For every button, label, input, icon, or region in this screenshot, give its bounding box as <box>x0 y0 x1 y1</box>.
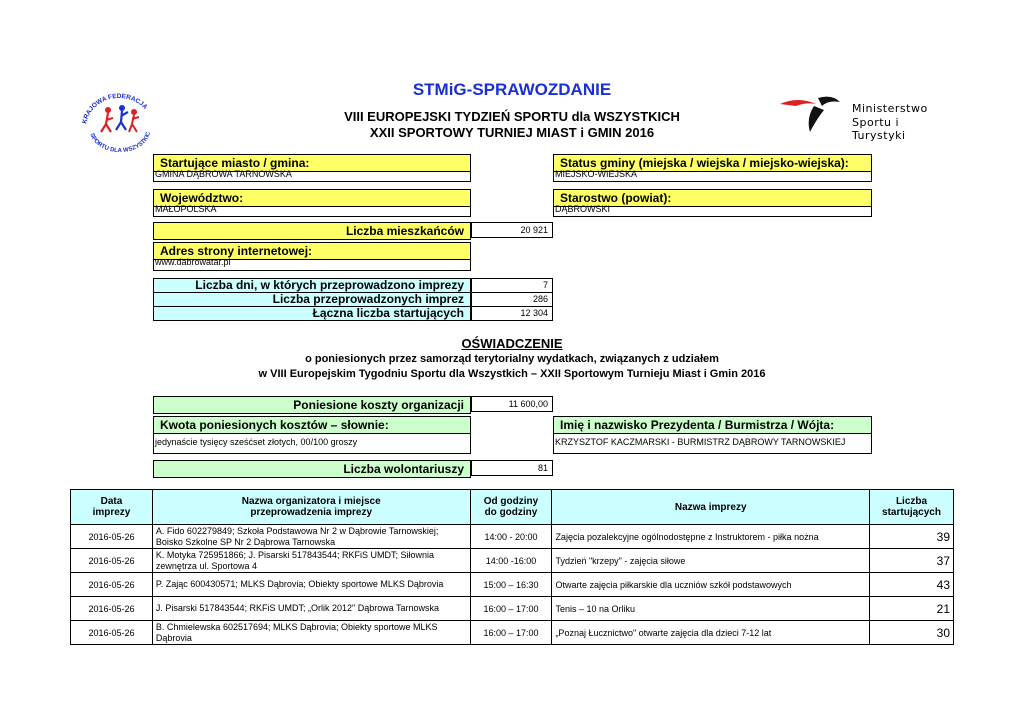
volunteers-value: 81 <box>471 460 553 476</box>
status-label: Status gminy (miejska / wiejska / miejsko-wiejska): <box>553 154 872 172</box>
row-organizer: J. Pisarski 517843544; RKFiS UMDT; „Orlik 2012" Dąbrowa Tarnowska <box>152 597 470 621</box>
row-date: 2016-05-26 <box>71 549 153 573</box>
row-time: 16:00 – 17:00 <box>470 621 552 645</box>
status-value: MIEJSKO-WIEJSKA <box>553 168 872 182</box>
header-organizer: Nazwa organizatora i miejsce przeprowadzenia imprezy <box>152 490 470 525</box>
website-value: www.dabrowatar.pl <box>153 256 471 271</box>
page-title: STMiG-SPRAWOZDANIE <box>412 80 612 99</box>
table-row <box>71 621 954 645</box>
costs-value: 11 600,00 <box>471 396 553 412</box>
events-label: Liczba przeprowadzonych imprez <box>153 292 471 307</box>
days-value: 7 <box>471 278 553 293</box>
row-date: 2016-05-26 <box>71 525 153 549</box>
svg-text:KRAJOWA FEDERACJA: KRAJOWA FEDERACJA <box>81 92 149 125</box>
row-participants: 37 <box>870 549 954 573</box>
volunteers-label: Liczba wolontariuszy <box>153 460 471 478</box>
ministry-logo-line2: Sportu i Turystyki <box>852 116 906 142</box>
mayor-value: KRZYSZTOF KACZMARSKI - BURMISTRZ DĄBROWY TARNOWSKIEJ <box>553 430 872 454</box>
row-participants: 43 <box>870 573 954 597</box>
starters-value: 12 304 <box>471 306 553 321</box>
row-organizer: A. Fido 602279849; Szkoła Podstawowa Nr 2 w Dąbrowie Tarnowskiej; Boisko Szkolne SP Nr 2 Dąbrowa Tarnowska <box>152 525 470 549</box>
row-organizer: P. Zając 600430571; MLKS Dąbrovia; Obiekty sportowe MLKS Dąbrovia <box>152 573 470 597</box>
row-time: 16:00 – 17:00 <box>470 597 552 621</box>
header-event-name: Nazwa imprezy <box>552 490 870 525</box>
residents-label: Liczba mieszkańców <box>153 222 471 240</box>
mayor-label: Imię i nazwisko Prezydenta / Burmistrza / Wójta: <box>553 416 872 434</box>
row-participants: 30 <box>870 621 954 645</box>
row-participants: 39 <box>870 525 954 549</box>
website-label: Adres strony internetowej: <box>153 242 471 260</box>
row-event-name: Zajęcia pozalekcyjne ogólnodostępne z Instruktorem - piłka nożna <box>552 525 870 549</box>
row-event-name: Tenis – 10 na Orliku <box>552 597 870 621</box>
svg-text:SPORTU DLA WSZYSTKICH: SPORTU DLA WSZYSTKIC <box>88 131 153 154</box>
row-event-name: Tydzień "krzepy" - zajęcia siłowe <box>552 549 870 573</box>
table-row <box>71 525 954 549</box>
table-row <box>71 573 954 597</box>
starters-label: Łączna liczba startujących <box>153 306 471 321</box>
days-label: Liczba dni, w których przeprowadzono imprezy <box>153 278 471 293</box>
events-table <box>70 489 954 645</box>
words-label: Kwota poniesionych kosztów – słownie: <box>153 416 471 434</box>
row-organizer: K. Motyka 725951866; J. Pisarski 517843544; RKFiS UMDT; Siłownia zewnętrza ul. Sportowa 4 <box>152 549 470 573</box>
subtitle-line1: VIII EUROPEJSKI TYDZIEŃ SPORTU dla WSZYSTKICH <box>344 109 680 124</box>
city-value: GMINA DĄBROWA TARNOWSKA <box>153 168 471 182</box>
row-event-name: Otwarte zajęcia piłkarskie dla uczniów szkół podstawowych <box>552 573 870 597</box>
residents-value: 20 921 <box>471 222 553 238</box>
row-date: 2016-05-26 <box>71 597 153 621</box>
header-time: Od godziny do godziny <box>470 490 552 525</box>
row-time: 14:00 - 20:00 <box>470 525 552 549</box>
county-label: Starostwo (powiat): <box>553 189 872 207</box>
subtitle-line2: XXII SPORTOWY TURNIEJ MIAST i GMIN 2016 <box>369 125 655 140</box>
declaration-heading: OŚWIADCZENIE <box>461 336 563 351</box>
declaration-text2: w VIII Europejskim Tygodniu Sportu dla Wszystkich – XXII Sportowym Turnieju Miast i Gmin 2016 <box>258 368 766 380</box>
city-label: Startujące miasto / gmina: <box>153 154 471 172</box>
row-time: 15:00 – 16:30 <box>470 573 552 597</box>
voivodeship-value: MAŁOPOLSKA <box>153 203 471 217</box>
table-header-row <box>71 490 954 525</box>
table-row <box>71 549 954 573</box>
row-participants: 21 <box>870 597 954 621</box>
county-value: DĄBROWSKI <box>553 203 872 217</box>
header-participants: Liczba startujących <box>870 490 954 525</box>
voivodeship-label: Województwo: <box>153 189 471 207</box>
declaration-text1: o poniesionych przez samorząd terytorialny wydatkach, związanych z udziałem <box>305 353 719 365</box>
ministry-logo-line1: Ministerstwo <box>852 102 928 115</box>
words-value: jedynaście tysięcy sześćset złotych, 00/100 groszy <box>153 430 471 454</box>
row-date: 2016-05-26 <box>71 573 153 597</box>
row-event-name: „Poznaj Łucznictwo" otwarte zajęcia dla dzieci 7-12 lat <box>552 621 870 645</box>
table-row <box>71 597 954 621</box>
events-value: 286 <box>471 292 553 307</box>
header-date: Data imprezy <box>71 490 153 525</box>
costs-label: Poniesione koszty organizacji <box>153 396 471 414</box>
row-date: 2016-05-26 <box>71 621 153 645</box>
row-time: 14:00 -16:00 <box>470 549 552 573</box>
row-organizer: B. Chmielewska 602517694; MLKS Dąbrovia; Obiekty sportowe MLKS Dąbrovia <box>152 621 470 645</box>
